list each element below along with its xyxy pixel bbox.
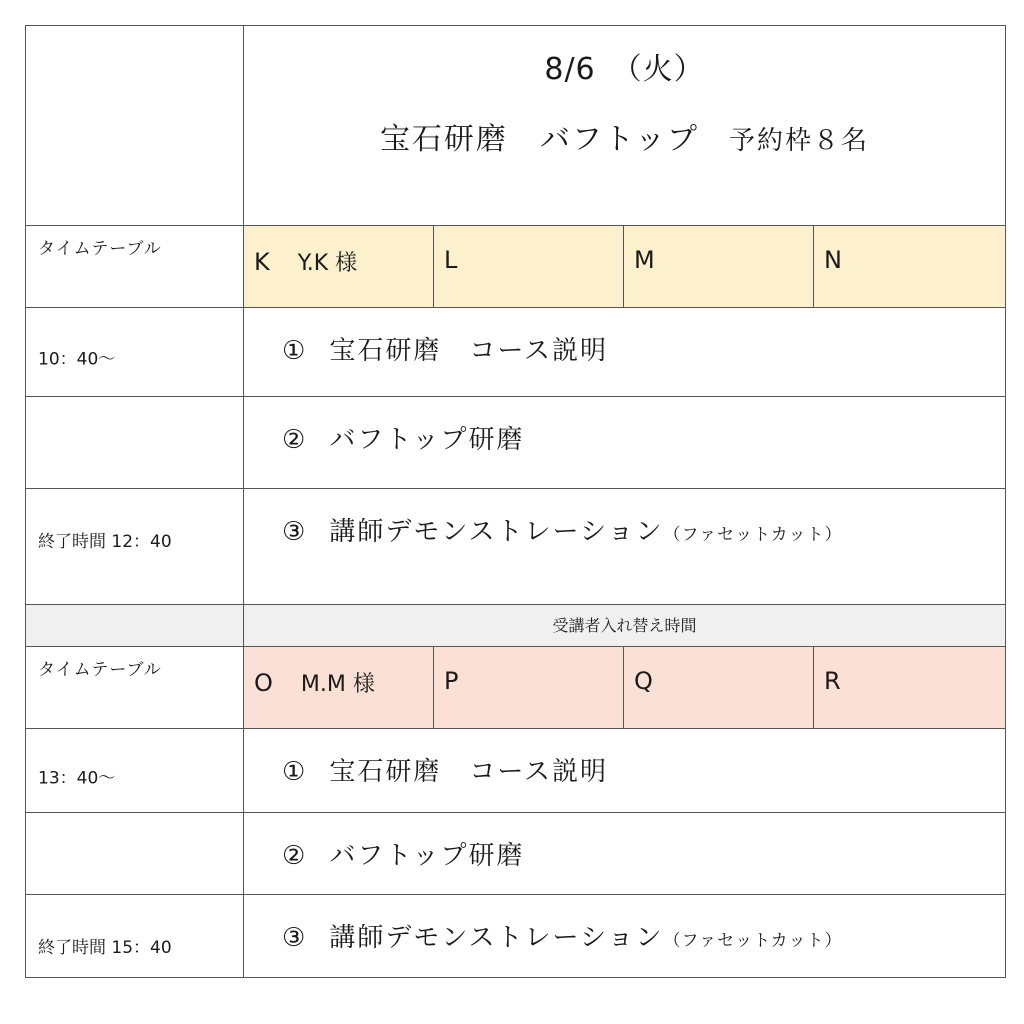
group-letter: M (634, 246, 655, 274)
session1-timetable-label: タイムテーブル (38, 239, 162, 259)
group-cell-q (624, 647, 814, 728)
header-blank-cell (26, 26, 244, 225)
header-row (26, 26, 1005, 225)
group-cell-p (434, 647, 624, 728)
schedule-table (25, 25, 1006, 978)
switch-cell (244, 605, 1005, 646)
step-number: ① (282, 757, 308, 787)
group-letter: N (824, 246, 842, 274)
step-item (282, 835, 525, 872)
session1-start-cell (26, 308, 244, 396)
step-text: 宝石研磨 コース説明 (329, 757, 609, 787)
session2-timetable-label: タイムテーブル (38, 660, 162, 680)
session1-step1-row (26, 307, 1005, 396)
session2-step2-row (26, 812, 1005, 894)
step-text: バフトップ研磨 (329, 841, 525, 871)
session2-end-cell (26, 895, 244, 977)
event-title: 宝石研磨 バフトップ (379, 122, 700, 157)
session2-blank-cell (26, 813, 244, 894)
switch-blank-cell (26, 605, 244, 646)
session1-step3-cell (244, 489, 1005, 604)
session2-step1-row (26, 728, 1005, 812)
group-cell-r (814, 647, 1005, 728)
step-text: 講師デモンストレーション (329, 923, 664, 953)
session2-start-cell (26, 729, 244, 812)
session1-end-time: 終了時間 12：40 (38, 532, 172, 552)
session1-blank-cell (26, 397, 244, 488)
step-number: ① (282, 336, 308, 366)
session1-step1-cell (244, 308, 1005, 396)
group-cell-l (434, 226, 624, 307)
group-letter: K (254, 248, 270, 276)
session2-start-time: 13：40～ (38, 768, 116, 788)
session2-step2-cell (244, 813, 1005, 894)
group-cell-o (244, 647, 434, 728)
step-item (282, 917, 842, 954)
session1-step2-cell (244, 397, 1005, 488)
switch-row (26, 604, 1005, 646)
event-title-line (244, 114, 1005, 158)
step-number: ② (282, 841, 308, 871)
session1-timetable-cell (26, 226, 244, 307)
group-letter: R (824, 667, 841, 695)
event-date: 8/6 （火） (544, 52, 705, 87)
step-note: （ファセットカット） (663, 931, 843, 951)
event-capacity: 予約枠８名 (729, 126, 870, 156)
step-item (282, 419, 525, 456)
step-note: （ファセットカット） (663, 525, 843, 545)
header-cell (244, 26, 1005, 225)
session1-group-row (26, 225, 1005, 307)
step-item (282, 330, 608, 367)
group-letter: O (254, 669, 273, 697)
session1-start-time: 10：40～ (38, 349, 116, 370)
step-text: 宝石研磨 コース説明 (329, 336, 609, 366)
session2-step1-cell (244, 729, 1005, 812)
step-item (282, 511, 842, 548)
group-participant: M.M 様 (300, 672, 375, 697)
session1-step3-row (26, 488, 1005, 604)
group-cell-n (814, 226, 1005, 307)
group-participant: Y.K 様 (297, 251, 358, 276)
group-letter: P (444, 667, 459, 695)
group-cell-m (624, 226, 814, 307)
session2-groups (244, 647, 1005, 728)
session2-group-row (26, 646, 1005, 728)
session2-step3-row (26, 894, 1005, 977)
session2-timetable-cell (26, 647, 244, 728)
session1-groups (244, 226, 1005, 307)
session2-step3-cell (244, 895, 1005, 977)
step-item (282, 751, 608, 788)
step-number: ③ (282, 923, 308, 953)
session2-end-time: 終了時間 15：40 (38, 938, 172, 958)
session1-step2-row (26, 396, 1005, 488)
session1-end-cell (26, 489, 244, 604)
group-letter: L (444, 246, 458, 274)
step-text: バフトップ研磨 (329, 425, 525, 455)
group-letter: Q (634, 667, 653, 695)
switch-label: 受講者入れ替え時間 (552, 616, 697, 635)
step-text: 講師デモンストレーション (329, 517, 664, 547)
step-number: ③ (282, 517, 308, 547)
step-number: ② (282, 425, 308, 455)
group-cell-k (244, 226, 434, 307)
